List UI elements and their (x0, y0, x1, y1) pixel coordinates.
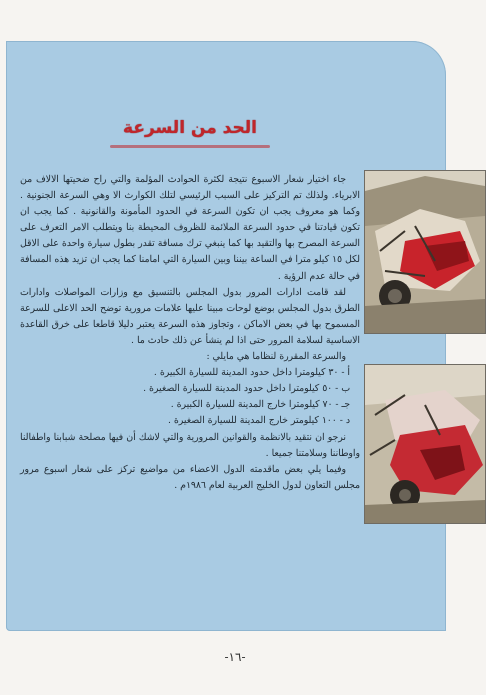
speed-limits-list (20, 365, 360, 429)
article-title: الحد من السرعة (123, 118, 257, 138)
list-item: د - ١٠٠ كيلومتر خارج المدينة للسيارة الصغيرة . (168, 415, 350, 427)
article-body (20, 172, 360, 494)
list-item: جـ - ٧٠ كيلومترا خارج المدينة للسيارة الكبيرة . (170, 399, 350, 411)
crashed-car-photo (364, 170, 486, 334)
paragraph-topics: وفيما يلي بعض ماقدمته الدول الاعضاء من مواضيع تركز على شعار اسبوع مرور مجلس التعاون لدول الخليج العربية لعام ١٩٨٦م . (20, 463, 360, 491)
wrecked-car-photo (364, 364, 486, 524)
paragraph-signs: لقد قامت ادارات المرور بدول المجلس بالتنسيق مع وزارات المواصلات وادارات الطرق بدول المجلس بوضع لوحات مبينا عليها علامات مرورية توضح الحد الاعلى للسرعة المسموح بها في بعض الاماكن ، وتجاوز هذه السرعة يعتبر دليلا قاطعا على خرق القاعدة الاساسية لسلامة المرور حتى اذا لم ينشأ عن ذلك حادث ما . (20, 286, 360, 346)
page-number: -١٦- (224, 650, 246, 664)
list-item: ب - ٥٠ كيلومترا داخل حدود المدينة للسيارة الصغيرة . (143, 383, 350, 395)
paragraph-list-intro: والسرعة المقررة لنظاما هي مايلي : (206, 351, 346, 363)
list-item: أ - ٣٠ كيلومترا داخل حدود المدينة للسيارة الكبيرة . (153, 367, 350, 379)
paragraph-intro: جاء اختيار شعار الاسبوع نتيجة لكثرة الحوادث المؤلمة والتي راح ضحيتها الالاف من الابرياء. ولذلك تم التركيز على السبب الرئيسي لتلك الكوارث الا وهي السرعة الجنونية . وكما هو معروف يجب ان تكون السرعة في الحدود المأمونة والقانونية . كما يجب ان تكون قيادتنا في حدود السرعة الملائمة للظروف المحيطة بنا ويتطلب الامر التعرف على السرعة المصرح بها والتقيد بها كما ينبغي ترك مسافة تقدر بطول سيارة واحدة على الاقل لكل ١٥ كيلو مترا في الساعة بيننا وبين السيارة التي امامنا كما يجب ان تزيد هذه المسافة في حالة عدم الرؤية . (20, 174, 361, 282)
title-decoration (110, 145, 270, 148)
paragraph-closing: نرجو ان نتقيد بالانظمة والقوانين المرورية والتي لاشك أن فيها مصلحة شبابنا واطفالنا واوطاننا وسلامتنا جميعا . (20, 431, 360, 459)
